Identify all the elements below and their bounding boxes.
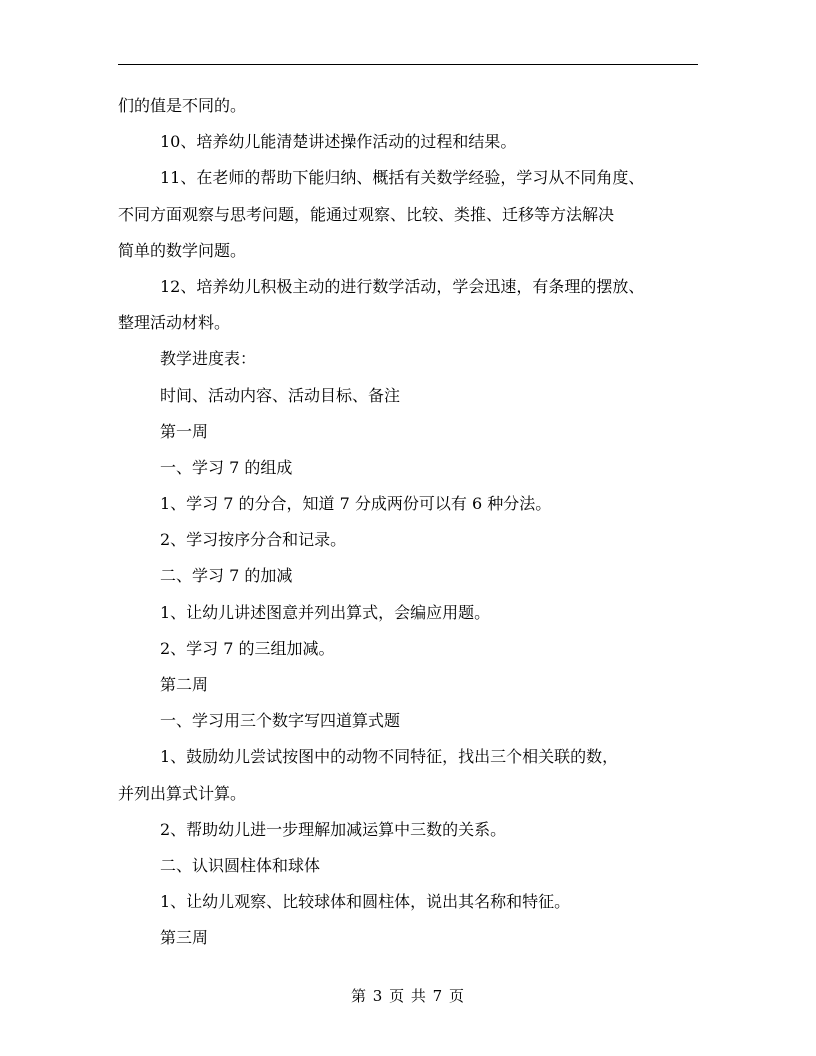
text-line-7: 整理活动材料。 (118, 313, 231, 333)
text-line-8: 教学进度表： (160, 349, 257, 369)
text-line-9: 时间、活动内容、活动目标、备注 (160, 385, 401, 405)
text-line-20: 并列出算式计算。 (118, 783, 247, 803)
header-rule (118, 64, 698, 65)
text-line-11: 一、学习 7 的组成 (160, 457, 293, 477)
text-line-14: 二、学习 7 的加减 (160, 566, 293, 586)
text-line-12: 1、学习 7 的分合，知道 7 分成两份可以有 6 种分法。 (160, 494, 552, 514)
text-line-3: 11、在老师的帮助下能归纳、概括有关数学经验，学习从不同角度、 (160, 168, 645, 188)
text-line-2: 10、培养幼儿能清楚讲述操作活动的过程和结果。 (160, 132, 517, 152)
text-line-15: 1、让幼儿讲述图意并列出算式，会编应用题。 (160, 602, 491, 622)
text-line-4: 不同方面观察与思考问题，能通过观察、比较、类推、迁移等方法解决 (118, 204, 615, 224)
text-line-16: 2、学习 7 的三组加减。 (160, 638, 335, 658)
text-line-18: 一、学习用三个数字写四道算式题 (160, 711, 401, 731)
text-line-5: 简单的数学问题。 (118, 240, 247, 260)
text-line-22: 二、认识圆柱体和球体 (160, 855, 321, 875)
document-body (118, 92, 698, 961)
text-line-1: 们的值是不同的。 (118, 96, 247, 115)
text-line-24: 第三周 (160, 928, 209, 948)
text-line-10: 第一周 (160, 421, 209, 441)
text-line-21: 2、帮助幼儿进一步理解加减运算中三数的关系。 (160, 819, 507, 839)
text-line-19: 1、鼓励幼儿尝试按图中的动物不同特征，找出三个相关联的数， (160, 747, 619, 767)
text-line-23: 1、让幼儿观察、比较球体和圆柱体，说出其名称和特征。 (160, 892, 571, 912)
text-line-17: 第二周 (160, 675, 209, 694)
text-line-6: 12、培养幼儿积极主动的进行数学活动，学会迅速，有条理的摆放、 (160, 276, 645, 296)
text-line-13: 2、学习按序分合和记录。 (160, 530, 347, 550)
page-number-footer: 第 3 页 共 7 页 (351, 987, 465, 1005)
